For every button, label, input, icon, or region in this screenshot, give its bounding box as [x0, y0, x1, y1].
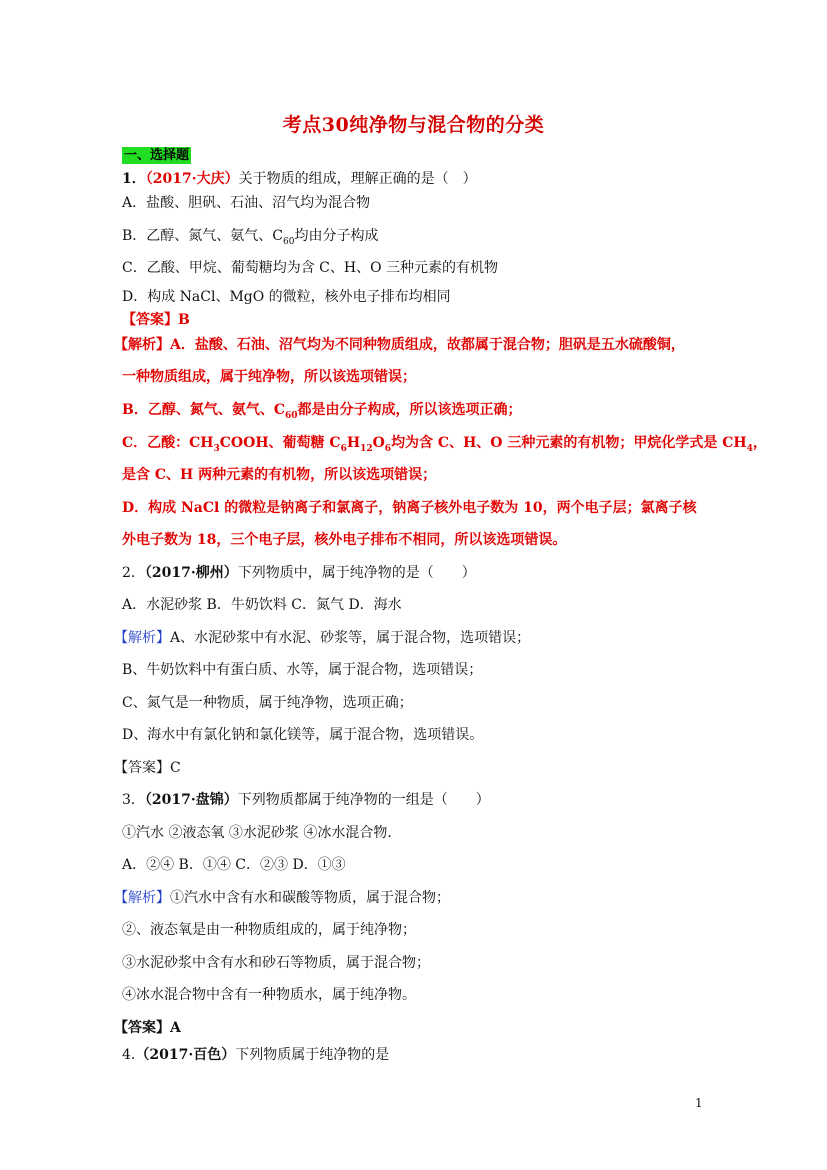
- analysis-line: D．构成 NaCl 的微粒是钠离子和氯离子，钠离子核外电子数为 10，两个电子层；氯离子核: [122, 500, 697, 516]
- analysis-text: A、水泥砂浆中有水泥、砂浆等，属于混合物，选项错误；: [170, 630, 531, 646]
- question-source: （2017·柳州）: [144, 565, 238, 581]
- analysis-line: [122, 401, 522, 425]
- analysis-line: [114, 889, 450, 907]
- question-number: 3．: [122, 792, 145, 808]
- option-b: [122, 227, 378, 251]
- analysis-line: 外电子数为 18，三个电子层，核外电子排布不相同，所以该选项错误。: [122, 532, 567, 548]
- analysis-text: B．乙醇、氮气、氨气、C: [122, 402, 285, 418]
- question-3-stem: [122, 791, 490, 809]
- question-number: 2．: [122, 565, 145, 581]
- subscript: 60: [284, 410, 298, 421]
- question-source: （2017·百色）: [135, 1047, 236, 1063]
- subscript: 6: [340, 443, 347, 454]
- question-1-stem: [122, 170, 477, 188]
- question-text: 下列物质都属于纯净物的一组是（ ）: [237, 792, 490, 808]
- analysis-text: O: [372, 435, 385, 451]
- option-a: A．盐酸、胆矾、石油、沼气均为混合物: [122, 195, 371, 211]
- analysis-line: B、牛奶饮料中有蛋白质、水等，属于混合物，选项错误；: [122, 662, 483, 678]
- analysis-label: 【解析】: [114, 890, 170, 906]
- analysis-text-end: 都是由分子构成，所以该选项正确；: [297, 402, 522, 418]
- analysis-line: ③水泥砂浆中含有水和砂石等物质，属于混合物；: [122, 955, 430, 971]
- analysis-line: C、氮气是一种物质，属于纯净物，选项正确；: [122, 695, 413, 711]
- answer-label: 【答案】: [114, 1020, 170, 1036]
- analysis-text: C．乙酸：CH: [122, 435, 214, 451]
- analysis-line: 一种物质组成，属于纯净物，所以该选项错误；: [122, 369, 416, 385]
- question-items: ①汽水 ②液态氧 ③水泥砂浆 ④冰水混合物．: [122, 825, 402, 841]
- answer-label: 【答案】: [114, 760, 170, 776]
- answer-value: A: [170, 1020, 181, 1036]
- section-label: 一、选择题: [124, 148, 190, 163]
- page-title: 考点30纯净物与混合物的分类: [282, 114, 545, 136]
- question-text: 关于物质的组成，理解正确的是（ ）: [238, 171, 477, 187]
- analysis-text: ，: [752, 435, 767, 451]
- analysis-text: 均为含 C、H、O 三种元素的有机物；甲烷化学式是 CH: [391, 435, 747, 451]
- subscript: 60: [283, 236, 295, 247]
- analysis-line: ④冰水混合物中含有一种物质水，属于纯净物。: [122, 987, 416, 1003]
- answer-line: [122, 311, 190, 329]
- question-4-stem: [122, 1046, 389, 1064]
- analysis-label: 【解析】: [114, 337, 170, 353]
- option-c: C．乙酸、甲烷、葡萄糖均为含 C、H、O 三种元素的有机物: [122, 260, 499, 276]
- question-options: A．②④ B．①④ C．②③ D．①③: [122, 857, 346, 873]
- analysis-line: ②、液态氧是由一种物质组成的，属于纯净物；: [122, 922, 416, 938]
- analysis-text: ①汽水中含有水和碳酸等物质，属于混合物；: [170, 890, 450, 906]
- analysis-text: COOH、葡萄糖 C: [219, 435, 341, 451]
- question-source: （2017·盘锦）: [144, 792, 238, 808]
- subscript: 3: [213, 443, 220, 454]
- analysis-line: 是含 C、H 两种元素的有机物，所以该选项错误；: [122, 467, 437, 483]
- answer-label: 【答案】: [122, 312, 178, 328]
- analysis-text: A．盐酸、石油、沼气均为不同种物质组成，故都属于混合物；胆矾是五水硫酸铜，: [170, 337, 685, 353]
- analysis-line: [114, 629, 530, 647]
- question-options: A．水泥砂浆 B．牛奶饮料 C．氮气 D．海水: [122, 597, 402, 613]
- analysis-line: [122, 434, 767, 458]
- answer-value: B: [178, 312, 190, 328]
- option-d: D．构成 NaCl、MgO 的微粒，核外电子排布均相同: [122, 289, 451, 305]
- question-number: 4.: [122, 1047, 136, 1063]
- analysis-text: H: [346, 435, 361, 451]
- question-source: （2017·大庆）: [145, 171, 239, 187]
- subscript: 4: [746, 443, 753, 454]
- question-number: 1．: [122, 171, 146, 187]
- subscript: 12: [360, 443, 373, 454]
- question-text: 下列物质属于纯净物的是: [235, 1047, 390, 1063]
- subscript: 6: [384, 443, 392, 454]
- analysis-label: 【解析】: [114, 630, 170, 646]
- question-text: 下列物质中，属于纯净物的是（ ）: [237, 565, 476, 581]
- option-b-text: B．乙醇、氮气、氨气、C: [122, 228, 283, 244]
- answer-value: C: [170, 760, 181, 776]
- analysis-line: [114, 336, 685, 354]
- analysis-line: D、海水中有氯化钠和氯化镁等，属于混合物，选项错误。: [122, 727, 484, 743]
- option-b-text-end: 均由分子构成: [294, 228, 379, 244]
- answer-line: [114, 1019, 181, 1037]
- question-2-stem: [122, 564, 476, 582]
- answer-line: [114, 759, 181, 777]
- page-number: 1: [695, 1096, 703, 1110]
